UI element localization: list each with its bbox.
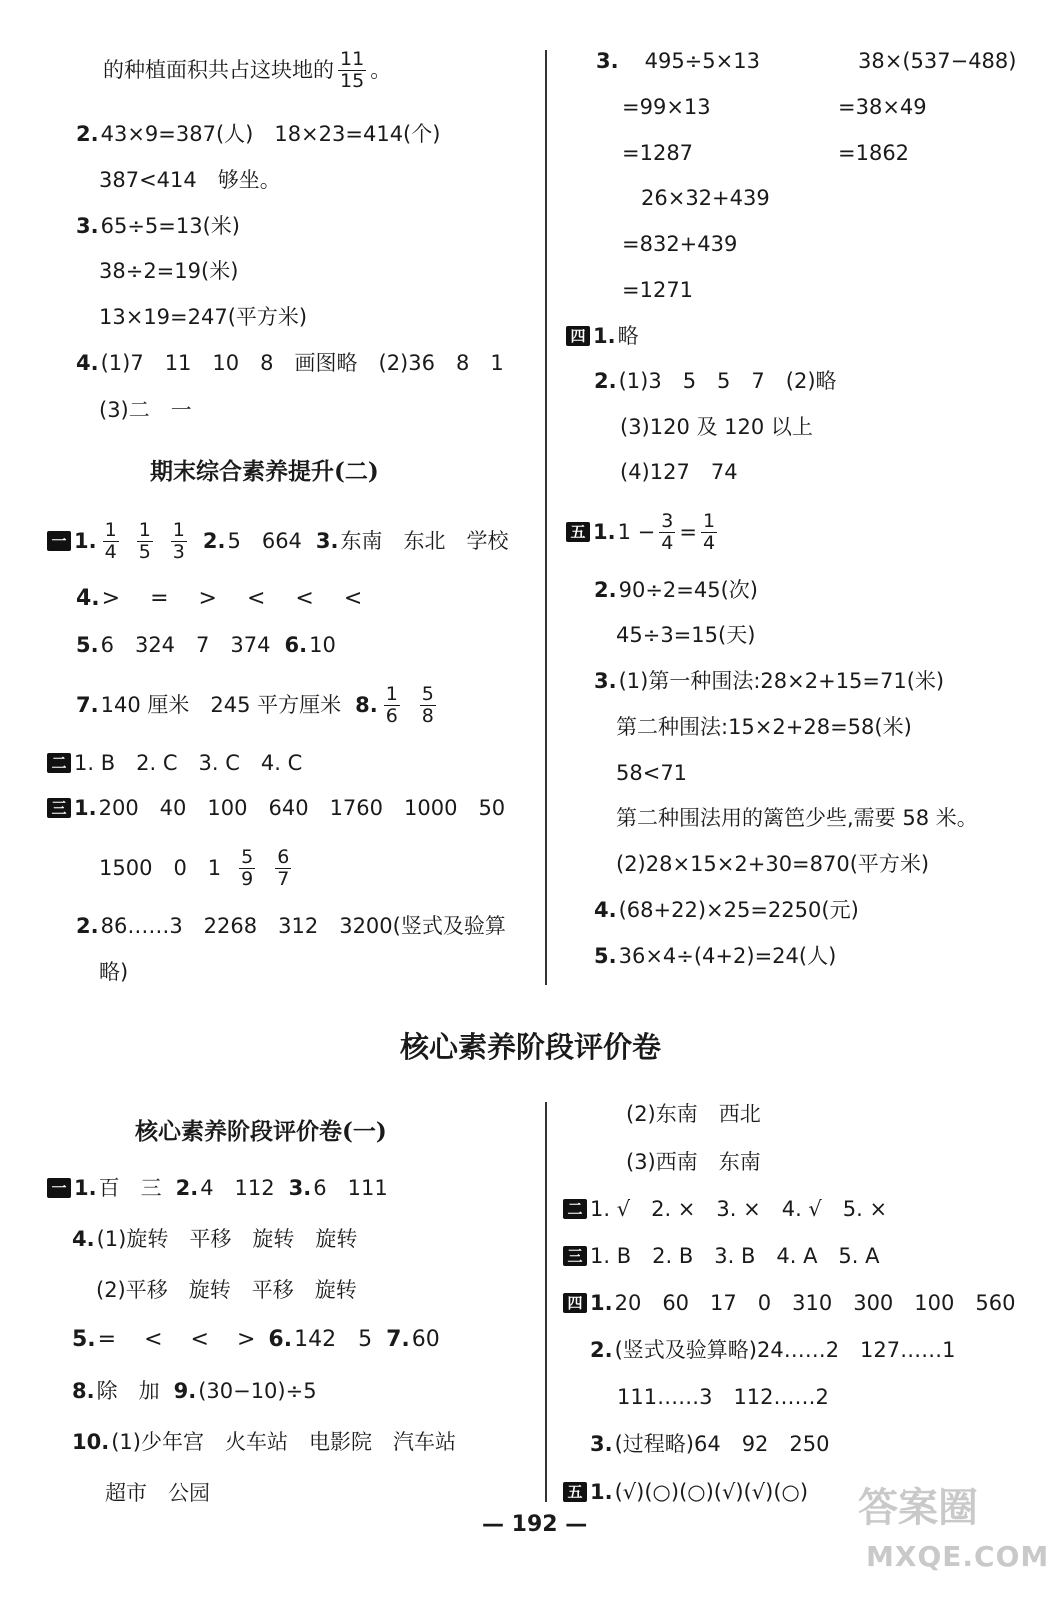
fraction [420, 684, 436, 727]
answer-text: 超市 公园 [105, 1481, 210, 1505]
answer-line [76, 584, 366, 614]
denominator: 7 [277, 867, 290, 890]
item-number: 7. [76, 693, 99, 717]
answer-text: 第二种围法:15×2+28=58(米) [616, 715, 912, 739]
answer-text: (1)第一种围法:28×2+15=71(米) [618, 669, 945, 693]
answer-text: 111……3 112……2 [617, 1385, 829, 1409]
answer-text: 60 [411, 1327, 440, 1352]
answer-text: (2)平移 旋转 平移 旋转 [96, 1278, 357, 1302]
denominator: 3 [172, 540, 185, 563]
item-number: 1. [590, 1480, 613, 1504]
item-number: 2. [175, 1176, 199, 1200]
answer-text: 百 三 [98, 1176, 162, 1200]
page-heading: 核心素养阶段评价卷 [400, 1030, 662, 1064]
answer-line [566, 509, 721, 554]
answer-line [99, 395, 192, 425]
item-number: 1. [593, 520, 616, 544]
answer-text: (3)二 一 [99, 398, 192, 422]
answer-text: (1)少年宫 火车站 电影院 汽车站 [111, 1430, 456, 1454]
item-number: 1. [74, 796, 97, 820]
answer-text: 45÷3=15(天) [616, 623, 756, 647]
fraction [701, 511, 717, 554]
item-number: 4. [594, 898, 617, 922]
answer-line [47, 748, 302, 778]
answer-line [76, 348, 504, 378]
answer-text: (√)(○)(○)(√)(√)(○) [614, 1480, 809, 1504]
answer-line [596, 46, 760, 76]
answer-text: =99×13 [622, 95, 711, 119]
answer-line [99, 302, 307, 332]
answer-line [99, 957, 128, 987]
denominator: 9 [241, 867, 254, 890]
answer-line [616, 712, 912, 742]
section-badge: 三 [47, 798, 71, 818]
page-number [482, 1512, 587, 1537]
answer-text: =832+439 [622, 232, 738, 256]
section-badge: 二 [47, 753, 71, 773]
answer-text: (2)东南 西北 [626, 1102, 761, 1126]
item-number: 10. [72, 1430, 110, 1454]
answer-text: (1)3 5 5 7 (2)略 [618, 369, 837, 393]
answer-line [590, 1335, 956, 1365]
section-badge: 五 [566, 522, 590, 542]
answer-line [617, 1382, 829, 1412]
answer-text: 1. √ 2. × 3. × 4. √ 5. × [590, 1197, 888, 1221]
fraction [103, 520, 119, 563]
answer-text: (2)28×15×2+30=870(平方米) [616, 852, 930, 876]
item-number: 3. [596, 49, 619, 73]
answer-text: 36×4÷(4+2)=24(人) [618, 944, 837, 968]
answer-text: 除 加 [96, 1379, 160, 1403]
section-badge: 三 [563, 1246, 587, 1266]
answer-line [620, 412, 813, 442]
answer-text: =1271 [622, 278, 694, 302]
denominator: 4 [702, 531, 716, 554]
answer-line [47, 1173, 388, 1203]
answer-line [76, 630, 336, 660]
answer-line [594, 366, 837, 396]
answer-line [563, 1194, 887, 1224]
answer-line [566, 321, 639, 351]
denominator: 4 [104, 540, 117, 563]
answer-line [626, 1147, 761, 1177]
answer-text: (3)120 及 120 以上 [620, 415, 813, 439]
item-number: 3. [288, 1176, 312, 1200]
item-number: 5. [76, 633, 99, 657]
fraction [239, 847, 255, 890]
answer-line [594, 666, 944, 696]
answer-text: 1500 0 1 [99, 856, 222, 880]
denominator: 5 [138, 540, 151, 563]
fraction [659, 511, 675, 554]
section-badge: 五 [563, 1482, 587, 1502]
answer-text: 90÷2=45(次) [618, 578, 758, 602]
answer-text: 26×32+439 [641, 186, 770, 210]
answer-text: 65÷5=13(米) [100, 214, 240, 238]
answer-line [858, 46, 1016, 76]
answer-text: (过程略)64 92 250 [614, 1432, 830, 1456]
answer-text: 38÷2=19(米) [99, 259, 239, 283]
text-line [103, 47, 392, 92]
answer-text: 4 112 [200, 1176, 275, 1200]
answer-text: 1. B 2. B 3. B 4. A 5. A [590, 1244, 880, 1268]
section-title: 期末综合素养提升(二) [150, 458, 379, 485]
denominator: 6 [385, 704, 398, 727]
item-number: 8. [72, 1379, 95, 1403]
numerator: 1 [172, 518, 185, 541]
item-number: 3. [315, 529, 339, 553]
answer-line [105, 1478, 210, 1508]
answer-text: 387<414 够坐。 [99, 168, 281, 192]
answer-line [838, 92, 927, 122]
answer-line [594, 941, 836, 971]
item-number: 9. [173, 1379, 197, 1403]
numerator: 11 [340, 47, 365, 70]
answer-text: 200 40 100 640 1760 1000 50 [98, 796, 506, 820]
answer-line [563, 1477, 808, 1507]
answer-line [616, 849, 929, 879]
fraction [338, 49, 366, 92]
answer-line [72, 1427, 456, 1457]
item-number: 7. [386, 1327, 410, 1352]
section-badge: 四 [566, 326, 590, 346]
answer-text: 86……3 2268 312 3200(竖式及验算 [100, 914, 506, 938]
answer-line [616, 620, 755, 650]
numerator: 5 [241, 845, 254, 868]
section-title: 核心素养阶段评价卷(一) [135, 1118, 387, 1145]
answer-line [47, 793, 505, 823]
item-number: 5. [594, 944, 617, 968]
column-divider-top [545, 50, 547, 985]
item-number: 4. [76, 586, 100, 611]
fraction [275, 847, 291, 890]
section-badge: 一 [47, 531, 71, 551]
numerator: 1 [138, 518, 151, 541]
numerator: 1 [702, 509, 716, 532]
answer-text: 13×19=247(平方米) [99, 305, 308, 329]
item-number: 1. [593, 324, 616, 348]
answer-line [72, 1376, 317, 1406]
answer-text: 1. B 2. C 3. C 4. C [74, 751, 303, 775]
section-badge: 二 [563, 1199, 587, 1219]
item-number: 3. [594, 669, 617, 693]
answer-text: (68+22)×25=2250(元) [618, 898, 859, 922]
numerator: 1 [385, 682, 398, 705]
answer-text: 38×(537−488) [858, 49, 1017, 73]
denominator: 4 [661, 531, 674, 554]
answer-line [616, 758, 687, 788]
answer-line [72, 1325, 440, 1355]
item-number: 3. [76, 214, 99, 238]
fraction [171, 520, 187, 563]
item-number: 2. [202, 529, 226, 553]
section-badge: 四 [563, 1293, 587, 1313]
answer-line [76, 682, 440, 727]
watermark-url: MXQE.COM [866, 1540, 1050, 1573]
fraction [137, 520, 153, 563]
answer-line [99, 256, 238, 286]
item-number: 2. [594, 369, 617, 393]
answer-line [99, 845, 295, 890]
answer-line [96, 1275, 357, 1305]
answer-text: 20 60 17 0 310 300 100 560 [614, 1291, 1016, 1315]
answer-text: > = > < < < [101, 586, 367, 611]
item-number: 6. [284, 633, 308, 657]
answer-line [622, 229, 737, 259]
watermark-logo: 答案圈 [858, 1485, 978, 1531]
answer-line [641, 183, 770, 213]
answer-text: (1)旋转 平移 旋转 旋转 [96, 1227, 358, 1251]
answer-line [76, 211, 240, 241]
answer-text: 1 − [617, 520, 656, 544]
answer-text: 140 厘米 245 平方厘米 [100, 693, 342, 717]
answer-text: =1287 [622, 141, 694, 165]
answer-line [622, 138, 693, 168]
answer-text: (竖式及验算略)24……2 127……1 [614, 1338, 956, 1362]
answer-text: =38×49 [838, 95, 927, 119]
answer-text: 10 [309, 633, 336, 657]
item-number: 6. [268, 1327, 293, 1352]
item-number: 2. [76, 122, 99, 146]
answer-text: (30−10)÷5 [198, 1379, 317, 1403]
numerator: 1 [104, 518, 117, 541]
answer-text: 第二种围法用的篱笆少些,需要 58 米。 [616, 806, 978, 830]
answer-line [563, 1241, 880, 1271]
numerator: 5 [421, 682, 434, 705]
answer-line [563, 1288, 1015, 1318]
answer-line [620, 457, 738, 487]
numerator: 3 [661, 509, 674, 532]
answer-line [99, 165, 281, 195]
item-number: 4. [72, 1227, 95, 1251]
item-number: 2. [594, 578, 617, 602]
answer-line [47, 518, 509, 563]
answer-text: =1862 [838, 141, 910, 165]
answer-line [594, 575, 758, 605]
page-number-value: 192 [511, 1512, 558, 1537]
answer-text: 142 5 [294, 1327, 373, 1352]
item-number: 1. [74, 1176, 97, 1200]
section-badge: 一 [47, 1178, 71, 1198]
fraction [384, 684, 400, 727]
answer-line [616, 803, 978, 833]
answer-text: 6 111 [313, 1176, 388, 1200]
answer-text: 58<71 [616, 761, 688, 785]
answer-text: 5 664 [227, 529, 302, 553]
answer-line [622, 92, 711, 122]
dash-left: — [482, 1512, 512, 1537]
item-number: 2. [590, 1338, 613, 1362]
numerator: 6 [277, 845, 290, 868]
answer-line [72, 1224, 357, 1254]
answer-line [838, 138, 909, 168]
item-number: 1. [74, 529, 97, 553]
answer-line [76, 119, 440, 149]
answer-text: 东南 东北 学校 [340, 529, 509, 553]
answer-line [622, 275, 693, 305]
text: 的种植面积共占这块地的 [103, 58, 334, 82]
answer-line [590, 1429, 830, 1459]
item-number: 4. [76, 351, 99, 375]
answer-text: 43×9=387(人) 18×23=414(个) [100, 122, 441, 146]
answer-text: 略 [617, 324, 639, 348]
answer-line [76, 911, 506, 941]
answer-text: = [679, 520, 697, 544]
item-number: 5. [72, 1327, 96, 1352]
item-number: 1. [590, 1291, 613, 1315]
answer-text: 略) [99, 960, 129, 984]
denominator: 15 [340, 69, 365, 92]
column-divider-bottom [545, 1102, 547, 1502]
answer-line [594, 895, 859, 925]
answer-text: 6 324 7 374 [100, 633, 271, 657]
answer-line [626, 1099, 761, 1129]
answer-text: = < < > [97, 1327, 259, 1352]
answer-text: 495÷5×13 [644, 49, 760, 73]
item-number: 8. [355, 693, 378, 717]
dash-right: — [557, 1512, 588, 1537]
item-number: 2. [76, 914, 99, 938]
answer-text: (4)127 74 [620, 460, 738, 484]
answer-text: (1)7 11 10 8 画图略 (2)36 8 1 [100, 351, 504, 375]
denominator: 8 [421, 704, 434, 727]
text: 。 [370, 58, 392, 82]
answer-text: (3)西南 东南 [626, 1150, 761, 1174]
item-number: 3. [590, 1432, 613, 1456]
